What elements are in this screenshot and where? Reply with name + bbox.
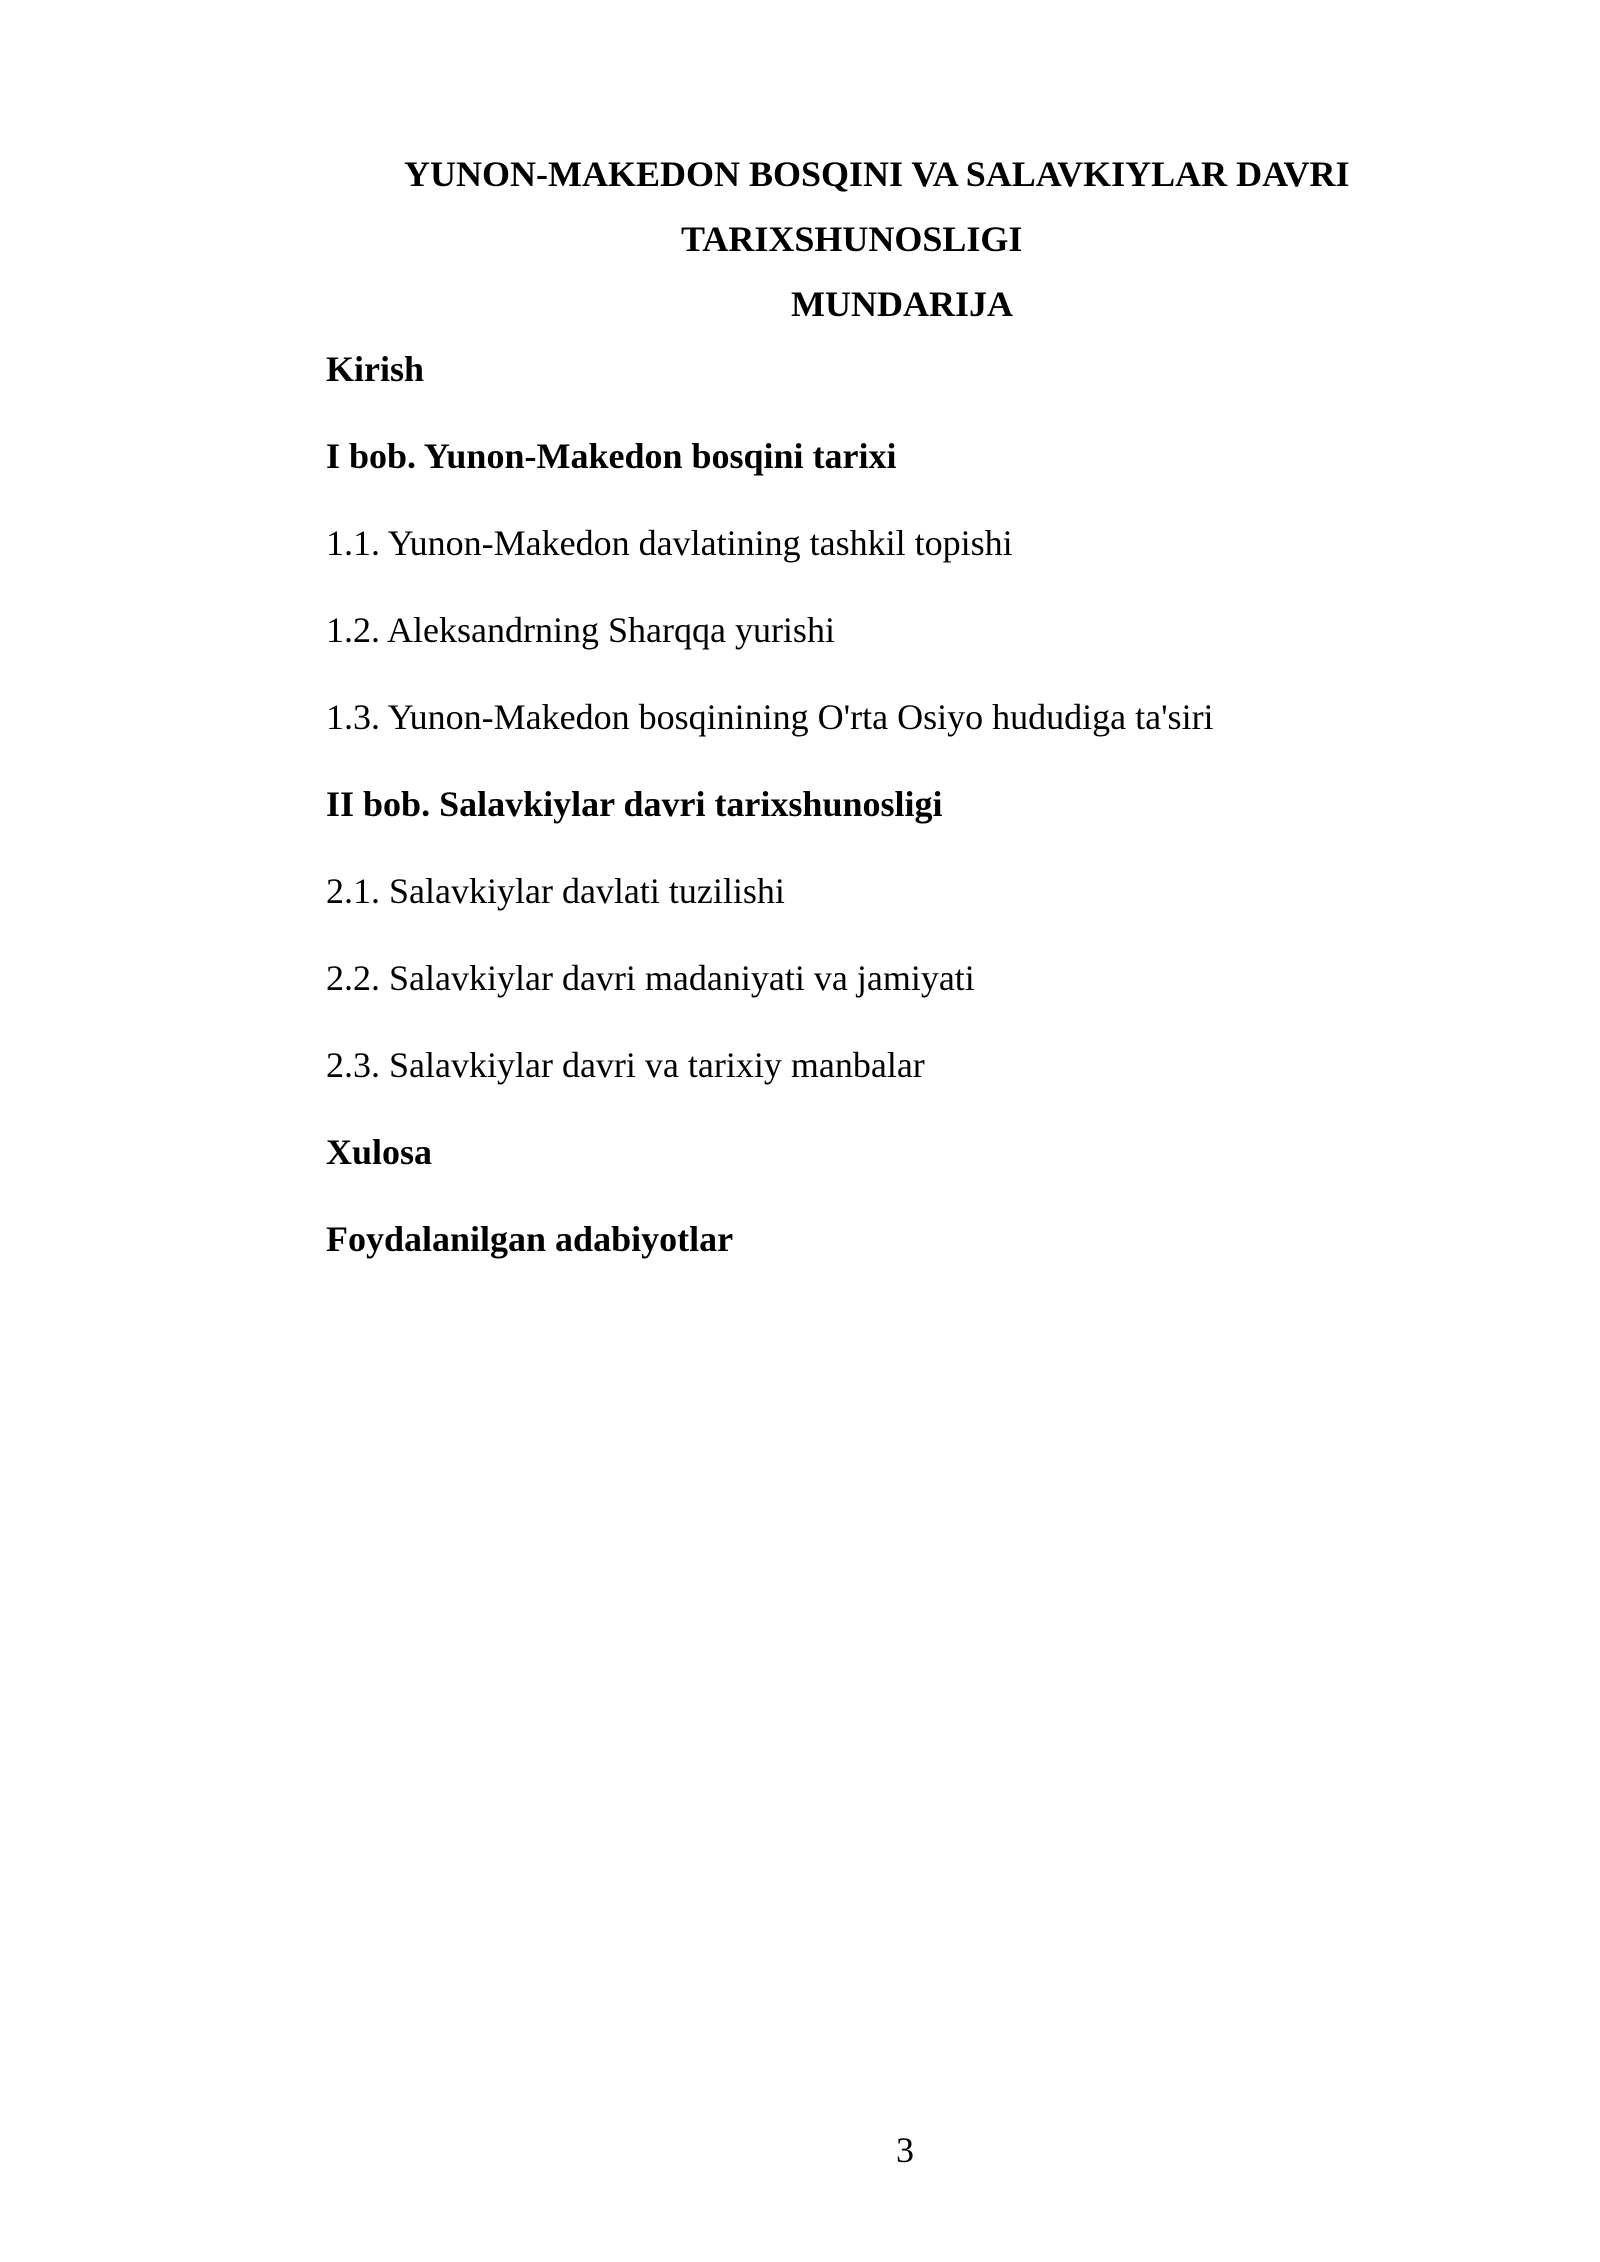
toc-item-section-2-1: 2.1. Salavkiylar davlati tuzilishi: [326, 871, 785, 911]
toc-item-bibliography: Foydalanilgan adabiyotlar: [326, 1219, 734, 1259]
document-title-line-2: TARIXSHUNOSLIGI: [681, 219, 1023, 259]
toc-item-kirish: Kirish: [326, 349, 425, 389]
toc-item-section-1-3: 1.3. Yunon-Makedon bosqinining O'rta Osiyo hududiga ta'siri: [326, 697, 1214, 737]
toc-item-chapter-1: I bob. Yunon-Makedon bosqini tarixi: [326, 436, 897, 476]
toc-item-section-1-1: 1.1. Yunon-Makedon davlatining tashkil topishi: [326, 523, 1013, 563]
table-of-contents-heading: MUNDARIJA: [791, 284, 1013, 324]
toc-item-chapter-2: II bob. Salavkiylar davri tarixshunosligi: [326, 784, 943, 824]
toc-item-section-2-3: 2.3. Salavkiylar davri va tarixiy manbalar: [326, 1045, 925, 1085]
toc-item-xulosa: Xulosa: [326, 1132, 433, 1172]
document-title-line-1: YUNON-MAKEDON BOSQINI VA SALAVKIYLAR DAVRI: [404, 154, 1350, 194]
toc-item-section-2-2: 2.2. Salavkiylar davri madaniyati va jamiyati: [326, 958, 975, 998]
page-number: 3: [896, 2130, 914, 2170]
toc-item-section-1-2: 1.2. Aleksandrning Sharqqa yurishi: [326, 610, 835, 650]
